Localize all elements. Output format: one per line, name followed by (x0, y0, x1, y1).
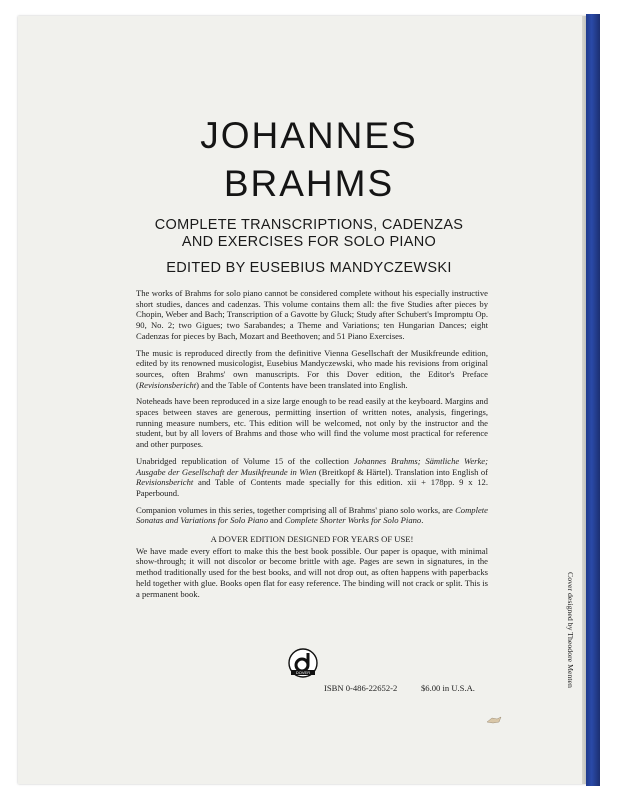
paragraph-noteheads: Noteheads have been reproduced in a size large enough to be read easily at the keyboard. Margins and spaces between staves are generous, permitting insertion of written notes, analysis, fingerings, running measure numbers, etc. This edition will be welcomed, not only by the instructor and the student, but by all lovers of Brahms and those who will find the volume most practical for reference and other purposes. (136, 396, 488, 450)
cover-designer-credit: Cover designed by Theodore Menten (566, 572, 575, 688)
price: $6.00 in U.S.A. (421, 683, 475, 693)
title-line-1: JOHANNES (200, 115, 418, 156)
isbn: ISBN 0-486-22652-2 (324, 683, 398, 693)
paragraph-companion: Companion volumes in this series, together comprising all of Brahms' piano solo works, are Complete Sonatas and Variations for Solo Piano and Complete Shorter Works for Solo Piano. (136, 504, 488, 526)
subtitle-line-2: AND EXERCISES FOR SOLO PIANO (181, 234, 437, 250)
title-line-2: BRAHMS (223, 163, 395, 204)
paragraph-contents: The works of Brahms for solo piano cannot be considered complete without his especially instructive short studies, dances and cadenzas. This volume contains them all: the five Studies after pieces by Chopin, Weber and Bach; Transcription of a Gavotte by Gluck; Study after Schubert's Impromptu Op. 90, No. 2; two Gigues; two Sarabandes; a Theme and Variations; ten Hungarian Dances; eight Cadenzas for pieces by Bach, Mozart and Beethoven; and 51 Piano Exercises. (136, 288, 488, 341)
paragraph-republication: Unabridged republication of Volume 15 of the collection Johannes Brahms; Sämtliche Werke; Ausgabe der Gesellschaft der Musikfreunde in Wien (Breitkopf & Härtel). Translation into English of Revisionsbericht and Table of Contents made specially for this edition. xii + 178pp. 9 x 12. Paperbound. (136, 455, 488, 498)
editor-credit: EDITED BY EUSEBIUS MANDYCZEWSKI (166, 260, 452, 276)
dover-logo-icon (288, 648, 318, 678)
description-body (136, 288, 488, 605)
paragraph-source: The music is reproduced directly from the definitive Vienna Gesellschaft der Musikfreunde edition, edited by its renowned musicologist, Eusebius Mandyczewski, who made his revisions from original sources, often Brahms' own manuscripts. For this Dover edition, the Editor's Preface (Revisionsbericht) and the Table of Contents have been translated into English. (136, 347, 488, 390)
logo-text: DOVER (295, 670, 311, 675)
paragraph-quality: We have made every effort to make this the best book possible. Our paper is opaque, with minimal show-through; it will not discolor or become brittle with age. Pages are sewn in signatures, in the method traditionally used for the best books, and will not drop out, as often happens with paperbacks held together with glue. Books open flat for easy reference. The binding will not crack or split. This is a permanent book. (136, 545, 488, 599)
dover-tagline: A DOVER EDITION DESIGNED FOR YEARS OF USE! (210, 534, 414, 545)
subtitle-line-1: COMPLETE TRANSCRIPTIONS, CADENZAS (154, 217, 464, 233)
cover-scuff-mark (486, 716, 502, 724)
